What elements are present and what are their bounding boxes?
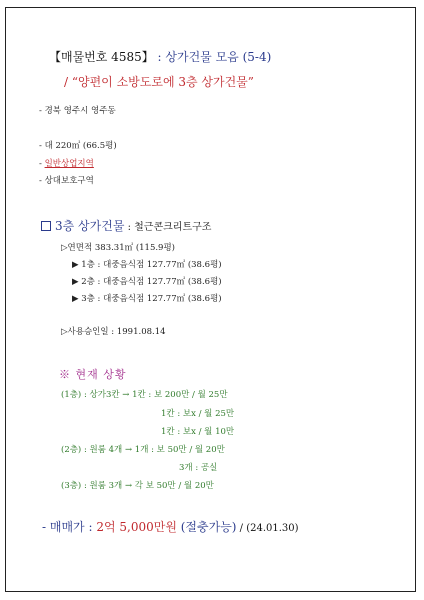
status-line: 1칸 : 보x / 월 25만 (161, 409, 235, 419)
protection-district: - 상대보호구역 (39, 176, 94, 186)
price-negotiable: (절충가능) (176, 520, 237, 534)
status-line: (2층) : 원룸 4개 → 1개 : 보 50만 / 월 20만 (61, 445, 225, 455)
current-status-title: ※ 현재 상황 (59, 368, 127, 381)
status-line: (1층) : 상가3칸 → 1칸 : 보 200만 / 월 25만 (61, 390, 228, 400)
listing-subtitle: / “양편이 소방도로에 3층 상가건물” (64, 75, 254, 89)
checkbox-square-icon (41, 221, 51, 231)
total-floor-area: ▷연면적 383.31㎡ (115.9평) (61, 243, 175, 253)
document-page (5, 7, 416, 592)
listing-category: : 상가건물 모음 (5-4) (153, 50, 272, 64)
address-line: - 경북 영주시 영주동 (39, 106, 116, 116)
listing-title (49, 51, 271, 63)
building-title: 3층 상가건물 (55, 219, 125, 233)
status-line: (3층) : 원룸 3개 → 각 보 50만 / 월 20만 (61, 481, 214, 491)
building-structure: : 철근콘크리트구조 (124, 222, 212, 233)
land-area: - 대 220㎡ (66.5평) (39, 141, 117, 151)
sale-price (42, 521, 299, 534)
zoning-link[interactable]: 일반상업지역 (44, 159, 94, 169)
status-line: 1칸 : 보x / 월 10만 (161, 427, 235, 437)
floor-item: ▶ 1층 : 대중음식점 127.77㎡ (38.6평) (72, 260, 222, 270)
price-date: / (24.01.30) (236, 523, 299, 534)
listing-number: 【매물번호 4585】 (49, 50, 154, 64)
status-line: 3개 : 공실 (179, 463, 218, 473)
approval-date: ▷사용승인일 : 1991.08.14 (61, 327, 166, 337)
floor-item: ▶ 3층 : 대중음식점 127.77㎡ (38.6평) (72, 294, 222, 304)
floor-item: ▶ 2층 : 대중음식점 127.77㎡ (38.6평) (72, 277, 222, 287)
zoning-dash: - (39, 159, 45, 169)
building-section-title (41, 220, 211, 233)
price-label: - 매매가 : (42, 520, 97, 534)
zoning-line (39, 160, 94, 169)
price-amount: 2억 5,000만원 (96, 520, 177, 534)
